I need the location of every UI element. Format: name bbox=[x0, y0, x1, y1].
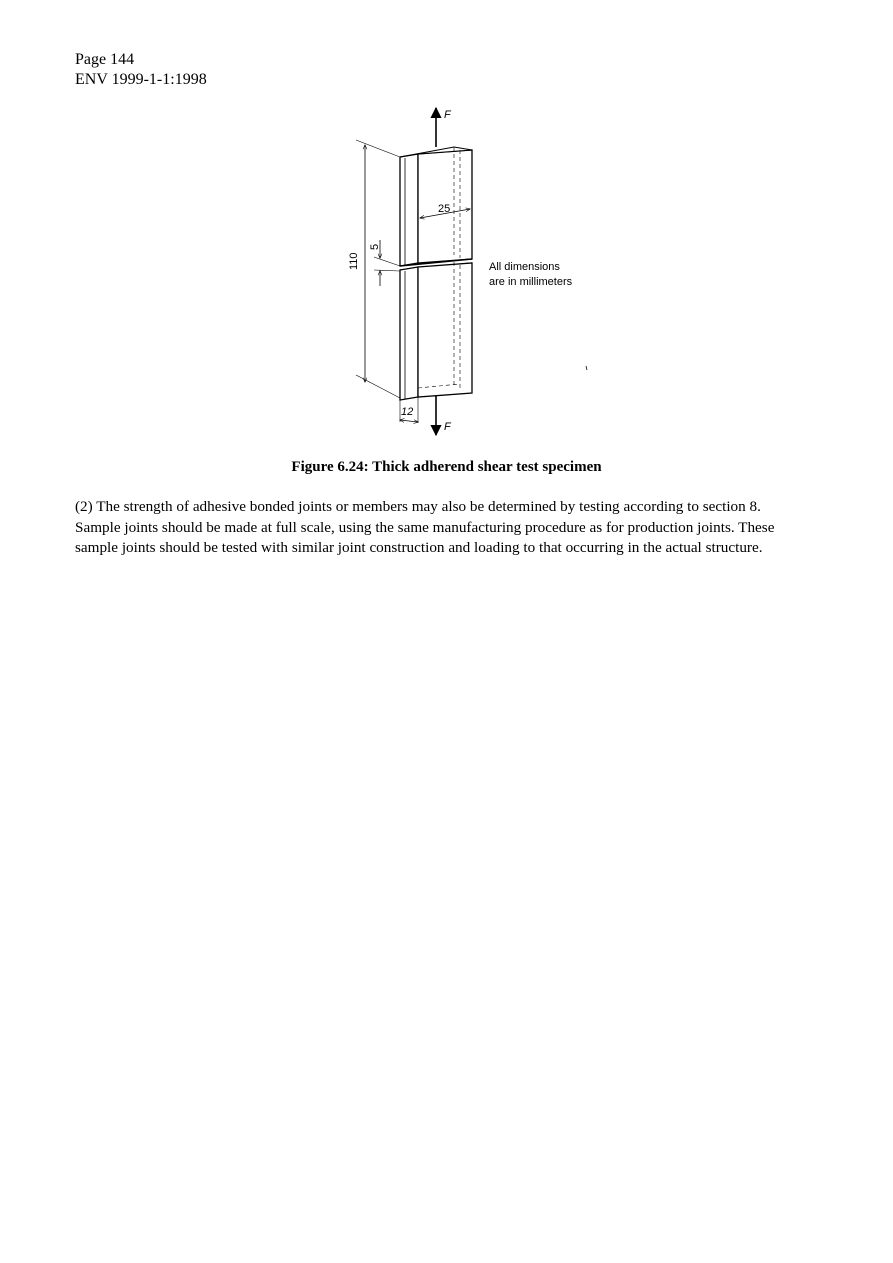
upper-adherend bbox=[400, 147, 472, 266]
length-dimension-label: 110 bbox=[348, 252, 360, 270]
length-extension-top bbox=[356, 140, 400, 157]
dimensions-note-line1: All dimensions bbox=[489, 261, 560, 273]
body-paragraph: (2) The strength of adhesive bonded joints or members may also be determined by testing according to section 8. Sample joints should be made at full scale, using the same manufacturing procedure as for production joints. These sample joints should be tested with similar joint construction and loading to that occurring in the actual structure. bbox=[75, 498, 775, 556]
length-extension-bottom bbox=[356, 375, 400, 398]
force-label-bottom: F bbox=[444, 421, 451, 433]
dimensions-note-line2: are in millimeters bbox=[489, 276, 573, 288]
overlap-dimension-label: 5 bbox=[369, 243, 381, 250]
lower-adherend bbox=[400, 262, 472, 400]
width-dimension-label: 25 bbox=[438, 203, 451, 215]
page-number: Page 144 bbox=[75, 51, 135, 68]
force-label-top: F bbox=[444, 109, 451, 121]
figure-caption: Figure 6.24: Thick adherend shear test specimen bbox=[291, 459, 602, 475]
thickness-dimension-line bbox=[400, 420, 418, 422]
document-reference: ENV 1999-1-1:1998 bbox=[75, 71, 207, 88]
overlap-extension-top bbox=[374, 257, 400, 266]
thickness-dimension-label: 12 bbox=[401, 406, 414, 418]
overlap-extension-bottom bbox=[374, 270, 400, 271]
specimen-figure bbox=[320, 100, 620, 445]
stray-mark bbox=[586, 366, 587, 370]
